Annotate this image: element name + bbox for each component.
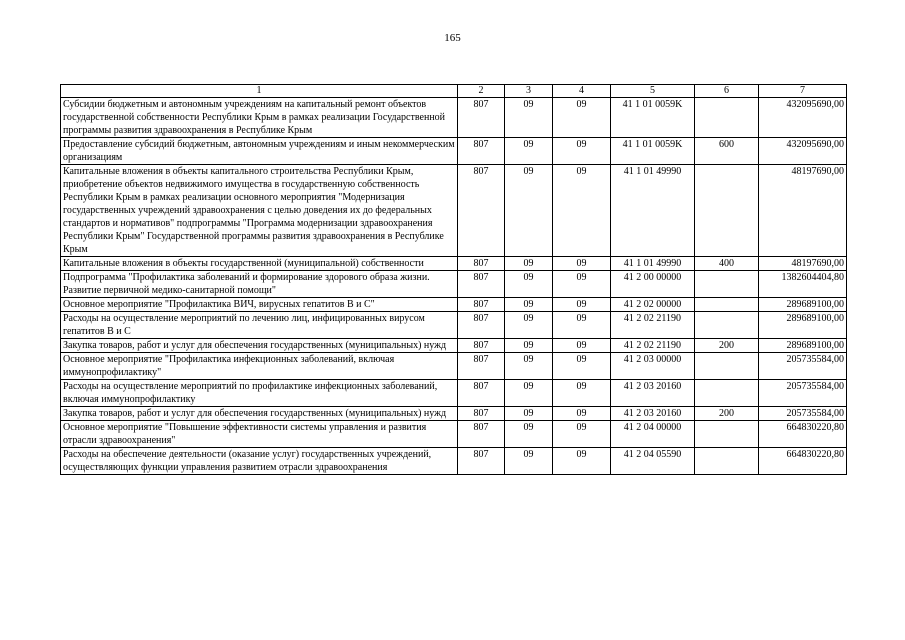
expense-type-code [695, 298, 759, 312]
amount: 289689100,00 [759, 312, 847, 339]
amount: 205735584,00 [759, 407, 847, 421]
subsection-code: 09 [553, 339, 611, 353]
expense-name: Капитальные вложения в объекты капитального строительства Республики Крым, приобретение объектов недвижимого имущества в государственную собственность Республики Крым в рамках реализации основного мероприятия "Модернизация государственных учреждений здравоохранения с целью доведения их до федеральных стандартов и нормативов" подпрограммы "Программа модернизации здравоохранения Республики Крым" Государственной программы развития здравоохранения в Республике Крым [61, 165, 458, 257]
ministry-code: 807 [458, 339, 505, 353]
expense-type-code: 200 [695, 407, 759, 421]
table-row [61, 448, 847, 475]
target-article-code: 41 2 03 00000 [611, 353, 695, 380]
section-code: 09 [505, 138, 553, 165]
table-row [61, 138, 847, 165]
ministry-code: 807 [458, 257, 505, 271]
target-article-code: 41 1 01 0059K [611, 138, 695, 165]
target-article-code: 41 1 01 49990 [611, 257, 695, 271]
ministry-code: 807 [458, 407, 505, 421]
subsection-code: 09 [553, 138, 611, 165]
target-article-code: 41 1 01 0059K [611, 98, 695, 138]
amount: 432095690,00 [759, 138, 847, 165]
expense-name: Закупка товаров, работ и услуг для обеспечения государственных (муниципальных) нужд [61, 407, 458, 421]
amount: 48197690,00 [759, 165, 847, 257]
expense-type-code [695, 165, 759, 257]
subsection-code: 09 [553, 448, 611, 475]
target-article-code: 41 2 03 20160 [611, 380, 695, 407]
section-code: 09 [505, 421, 553, 448]
expense-name: Расходы на осуществление мероприятий по профилактике инфекционных заболеваний, включая иммунопрофилактику [61, 380, 458, 407]
subsection-code: 09 [553, 165, 611, 257]
expense-name: Субсидии бюджетным и автономным учреждениям на капитальный ремонт объектов государственной собственности Республики Крым в рамках реализации Государственной программы развития здравоохранения в Республике Крым [61, 98, 458, 138]
ministry-code: 807 [458, 312, 505, 339]
amount: 664830220,80 [759, 421, 847, 448]
table-row [61, 380, 847, 407]
expense-type-code [695, 421, 759, 448]
amount: 664830220,80 [759, 448, 847, 475]
table-row [61, 339, 847, 353]
target-article-code: 41 2 02 00000 [611, 298, 695, 312]
table-row [61, 165, 847, 257]
budget-table [60, 84, 847, 475]
ministry-code: 807 [458, 271, 505, 298]
expense-type-code [695, 448, 759, 475]
target-article-code: 41 2 03 20160 [611, 407, 695, 421]
amount: 1382604404,80 [759, 271, 847, 298]
section-code: 09 [505, 271, 553, 298]
header-col-6: 6 [695, 85, 759, 98]
table-row [61, 271, 847, 298]
subsection-code: 09 [553, 421, 611, 448]
expense-type-code: 200 [695, 339, 759, 353]
header-col-3: 3 [505, 85, 553, 98]
header-row [61, 85, 847, 98]
expense-name: Основное мероприятие "Профилактика инфекционных заболеваний, включая иммунопрофилактику" [61, 353, 458, 380]
ministry-code: 807 [458, 421, 505, 448]
ministry-code: 807 [458, 448, 505, 475]
section-code: 09 [505, 165, 553, 257]
header-col-2: 2 [458, 85, 505, 98]
section-code: 09 [505, 339, 553, 353]
header-col-7: 7 [759, 85, 847, 98]
section-code: 09 [505, 298, 553, 312]
expense-name: Основное мероприятие "Повышение эффективности системы управления и развития отрасли здравоохранения" [61, 421, 458, 448]
expense-name: Расходы на осуществление мероприятий по лечению лиц, инфицированных вирусом гепатитов В и С [61, 312, 458, 339]
expense-name: Предоставление субсидий бюджетным, автономным учреждениям и иным некоммерческим организациям [61, 138, 458, 165]
table-body [61, 98, 847, 475]
section-code: 09 [505, 380, 553, 407]
amount: 48197690,00 [759, 257, 847, 271]
expense-name: Закупка товаров, работ и услуг для обеспечения государственных (муниципальных) нужд [61, 339, 458, 353]
table-row [61, 312, 847, 339]
expense-type-code: 600 [695, 138, 759, 165]
section-code: 09 [505, 312, 553, 339]
subsection-code: 09 [553, 257, 611, 271]
target-article-code: 41 1 01 49990 [611, 165, 695, 257]
amount: 289689100,00 [759, 339, 847, 353]
target-article-code: 41 2 02 21190 [611, 339, 695, 353]
expense-type-code [695, 312, 759, 339]
ministry-code: 807 [458, 298, 505, 312]
ministry-code: 807 [458, 353, 505, 380]
subsection-code: 09 [553, 407, 611, 421]
table-row [61, 421, 847, 448]
subsection-code: 09 [553, 380, 611, 407]
ministry-code: 807 [458, 380, 505, 407]
target-article-code: 41 2 04 05590 [611, 448, 695, 475]
expense-name: Подпрограмма "Профилактика заболеваний и формирование здорового образа жизни. Развитие первичной медико-санитарной помощи" [61, 271, 458, 298]
section-code: 09 [505, 98, 553, 138]
amount: 289689100,00 [759, 298, 847, 312]
subsection-code: 09 [553, 271, 611, 298]
subsection-code: 09 [553, 353, 611, 380]
expense-name: Основное мероприятие "Профилактика ВИЧ, вирусных гепатитов В и С" [61, 298, 458, 312]
amount: 432095690,00 [759, 98, 847, 138]
page-number: 165 [444, 32, 461, 44]
section-code: 09 [505, 448, 553, 475]
section-code: 09 [505, 257, 553, 271]
subsection-code: 09 [553, 98, 611, 138]
target-article-code: 41 2 00 00000 [611, 271, 695, 298]
table-row [61, 98, 847, 138]
table-row [61, 407, 847, 421]
amount: 205735584,00 [759, 380, 847, 407]
target-article-code: 41 2 02 21190 [611, 312, 695, 339]
amount: 205735584,00 [759, 353, 847, 380]
table-row [61, 298, 847, 312]
expense-name: Капитальные вложения в объекты государственной (муниципальной) собственности [61, 257, 458, 271]
expense-type-code: 400 [695, 257, 759, 271]
ministry-code: 807 [458, 165, 505, 257]
expense-type-code [695, 98, 759, 138]
table-row [61, 257, 847, 271]
section-code: 09 [505, 407, 553, 421]
header-col-4: 4 [553, 85, 611, 98]
table-header [61, 85, 847, 98]
subsection-code: 09 [553, 312, 611, 339]
header-col-1: 1 [61, 85, 458, 98]
ministry-code: 807 [458, 98, 505, 138]
expense-type-code [695, 353, 759, 380]
expense-type-code [695, 380, 759, 407]
target-article-code: 41 2 04 00000 [611, 421, 695, 448]
header-col-5: 5 [611, 85, 695, 98]
ministry-code: 807 [458, 138, 505, 165]
subsection-code: 09 [553, 298, 611, 312]
expense-type-code [695, 271, 759, 298]
section-code: 09 [505, 353, 553, 380]
table-row [61, 353, 847, 380]
expense-name: Расходы на обеспечение деятельности (оказание услуг) государственных учреждений, осуществляющих функции управления развитием отрасли здравоохранения [61, 448, 458, 475]
